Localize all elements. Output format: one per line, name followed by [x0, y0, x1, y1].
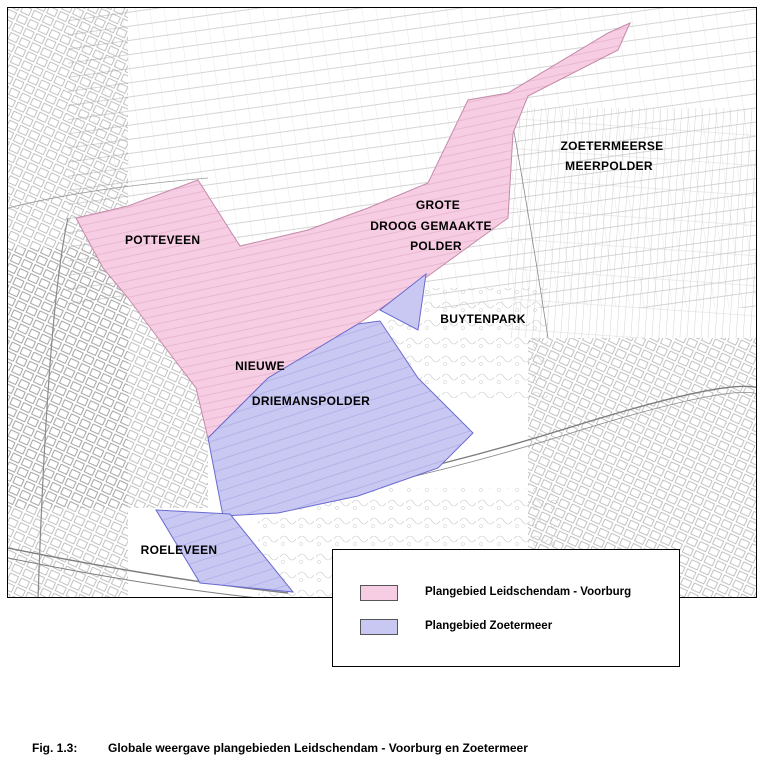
label-zoetermeerse-2: MEERPOLDER — [565, 159, 653, 173]
legend-label-leidschendam: Plangebied Leidschendam - Voorburg — [425, 586, 632, 598]
figure-number: Fig. 1.3: — [32, 741, 78, 755]
label-grote-3: POLDER — [410, 239, 462, 253]
label-grote-2: DROOG GEMAAKTE — [370, 219, 492, 233]
legend-swatch-zoetermeer — [360, 619, 398, 635]
label-roeleveen: ROELEVEEN — [140, 543, 218, 557]
map-canvas — [8, 8, 757, 598]
map-frame — [7, 7, 757, 598]
label-driemanspolder: DRIEMANSPOLDER — [251, 394, 371, 408]
map-legend — [332, 549, 680, 667]
figure-caption — [32, 741, 528, 755]
legend-swatch-leidschendam — [360, 585, 398, 601]
label-nieuwe: NIEUWE — [235, 359, 285, 373]
label-buytenpark: BUYTENPARK — [440, 312, 526, 326]
figure-caption-text: Globale weergave plangebieden Leidschendam - Voorburg en Zoetermeer — [108, 741, 528, 755]
label-potteveen: POTTEVEEN — [125, 233, 201, 247]
legend-label-zoetermeer: Plangebied Zoetermeer — [425, 620, 553, 632]
label-grote-1: GROTE — [415, 198, 461, 212]
label-zoetermeerse-1: ZOETERMEERSE — [560, 139, 664, 153]
